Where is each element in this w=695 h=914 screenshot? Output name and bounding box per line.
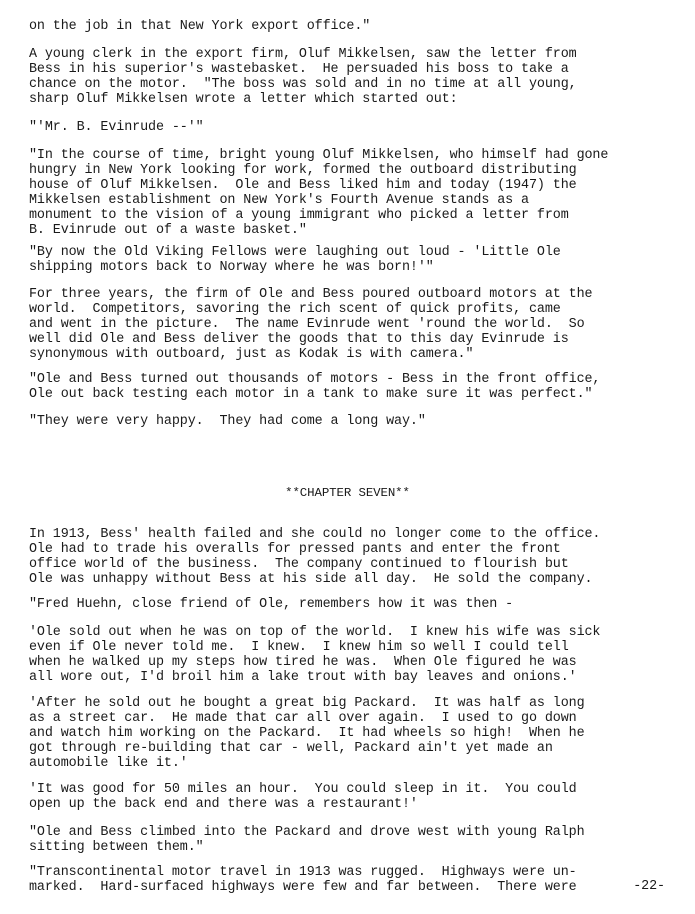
text-line: open up the back end and there was a restaurant!' (29, 797, 418, 812)
text-line: In 1913, Bess' health failed and she could no longer come to the office. (29, 527, 601, 542)
text-line: when he walked up my steps how tired he was. When Ole figured he was (29, 655, 577, 670)
text-line: "Ole and Bess climbed into the Packard and drove west with young Ralph (29, 825, 585, 840)
page-number: -22- (633, 879, 665, 894)
text-line: "Fred Huehn, close friend of Ole, remembers how it was then - (29, 597, 514, 612)
text-line: all wore out, I'd broil him a lake trout with bay leaves and onions.' (29, 670, 577, 685)
text-line: on the job in that New York export office." (29, 19, 371, 34)
text-line: automobile like it.' (29, 756, 188, 771)
text-line: "By now the Old Viking Fellows were laughing out loud - 'Little Ole (29, 245, 561, 260)
text-line: marked. Hard-surfaced highways were few and far between. There were (29, 880, 577, 895)
text-line: B. Evinrude out of a waste basket." (29, 223, 307, 238)
text-line: world. Competitors, savoring the rich scent of quick profits, came (29, 302, 561, 317)
text-line: "'Mr. B. Evinrude --'" (29, 120, 204, 135)
text-line: "They were very happy. They had come a long way." (29, 414, 426, 429)
text-line: Ole out back testing each motor in a tank to make sure it was perfect." (29, 387, 593, 402)
text-line: Ole was unhappy without Bess at his side all day. He sold the company. (29, 572, 593, 587)
text-line: well did Ole and Bess deliver the goods that to this day Evinrude is (29, 332, 569, 347)
chapter-heading: **CHAPTER SEVEN** (285, 486, 410, 500)
text-line: synonymous with outboard, just as Kodak is with camera." (29, 347, 474, 362)
text-line: monument to the vision of a young immigrant who picked a letter from (29, 208, 569, 223)
text-line: as a street car. He made that car all over again. I used to go down (29, 711, 577, 726)
text-line: office world of the business. The company continued to flourish but (29, 557, 569, 572)
text-line: For three years, the firm of Ole and Bess poured outboard motors at the (29, 287, 593, 302)
text-line: got through re-building that car - well, Packard ain't yet made an (29, 741, 553, 756)
text-line: chance on the motor. "The boss was sold and in no time at all young, (29, 77, 577, 92)
text-line: 'After he sold out he bought a great big Packard. It was half as long (29, 696, 585, 711)
text-line: shipping motors back to Norway where he was born!'" (29, 260, 434, 275)
text-line: Mikkelsen establishment on New York's Fourth Avenue stands as a (29, 193, 529, 208)
text-line: A young clerk in the export firm, Oluf Mikkelsen, saw the letter from (29, 47, 577, 62)
text-line: Bess in his superior's wastebasket. He persuaded his boss to take a (29, 62, 569, 77)
text-line: "Transcontinental motor travel in 1913 was rugged. Highways were un- (29, 865, 577, 880)
text-line: house of Oluf Mikkelsen. Ole and Bess liked him and today (1947) the (29, 178, 577, 193)
text-line: "Ole and Bess turned out thousands of motors - Bess in the front office, (29, 372, 601, 387)
text-line: sharp Oluf Mikkelsen wrote a letter which started out: (29, 92, 458, 107)
text-line: and went in the picture. The name Evinrude went 'round the world. So (29, 317, 585, 332)
text-line: sitting between them." (29, 840, 204, 855)
text-line: hungry in New York looking for work, formed the outboard distributing (29, 163, 577, 178)
text-line: Ole had to trade his overalls for pressed pants and enter the front (29, 542, 561, 557)
text-line: 'Ole sold out when he was on top of the world. I knew his wife was sick (29, 625, 601, 640)
text-line: even if Ole never told me. I knew. I knew him so well I could tell (29, 640, 569, 655)
text-line: "In the course of time, bright young Oluf Mikkelsen, who himself had gone (29, 148, 609, 163)
text-line: and watch him working on the Packard. It had wheels so high! When he (29, 726, 585, 741)
text-line: 'It was good for 50 miles an hour. You could sleep in it. You could (29, 782, 577, 797)
